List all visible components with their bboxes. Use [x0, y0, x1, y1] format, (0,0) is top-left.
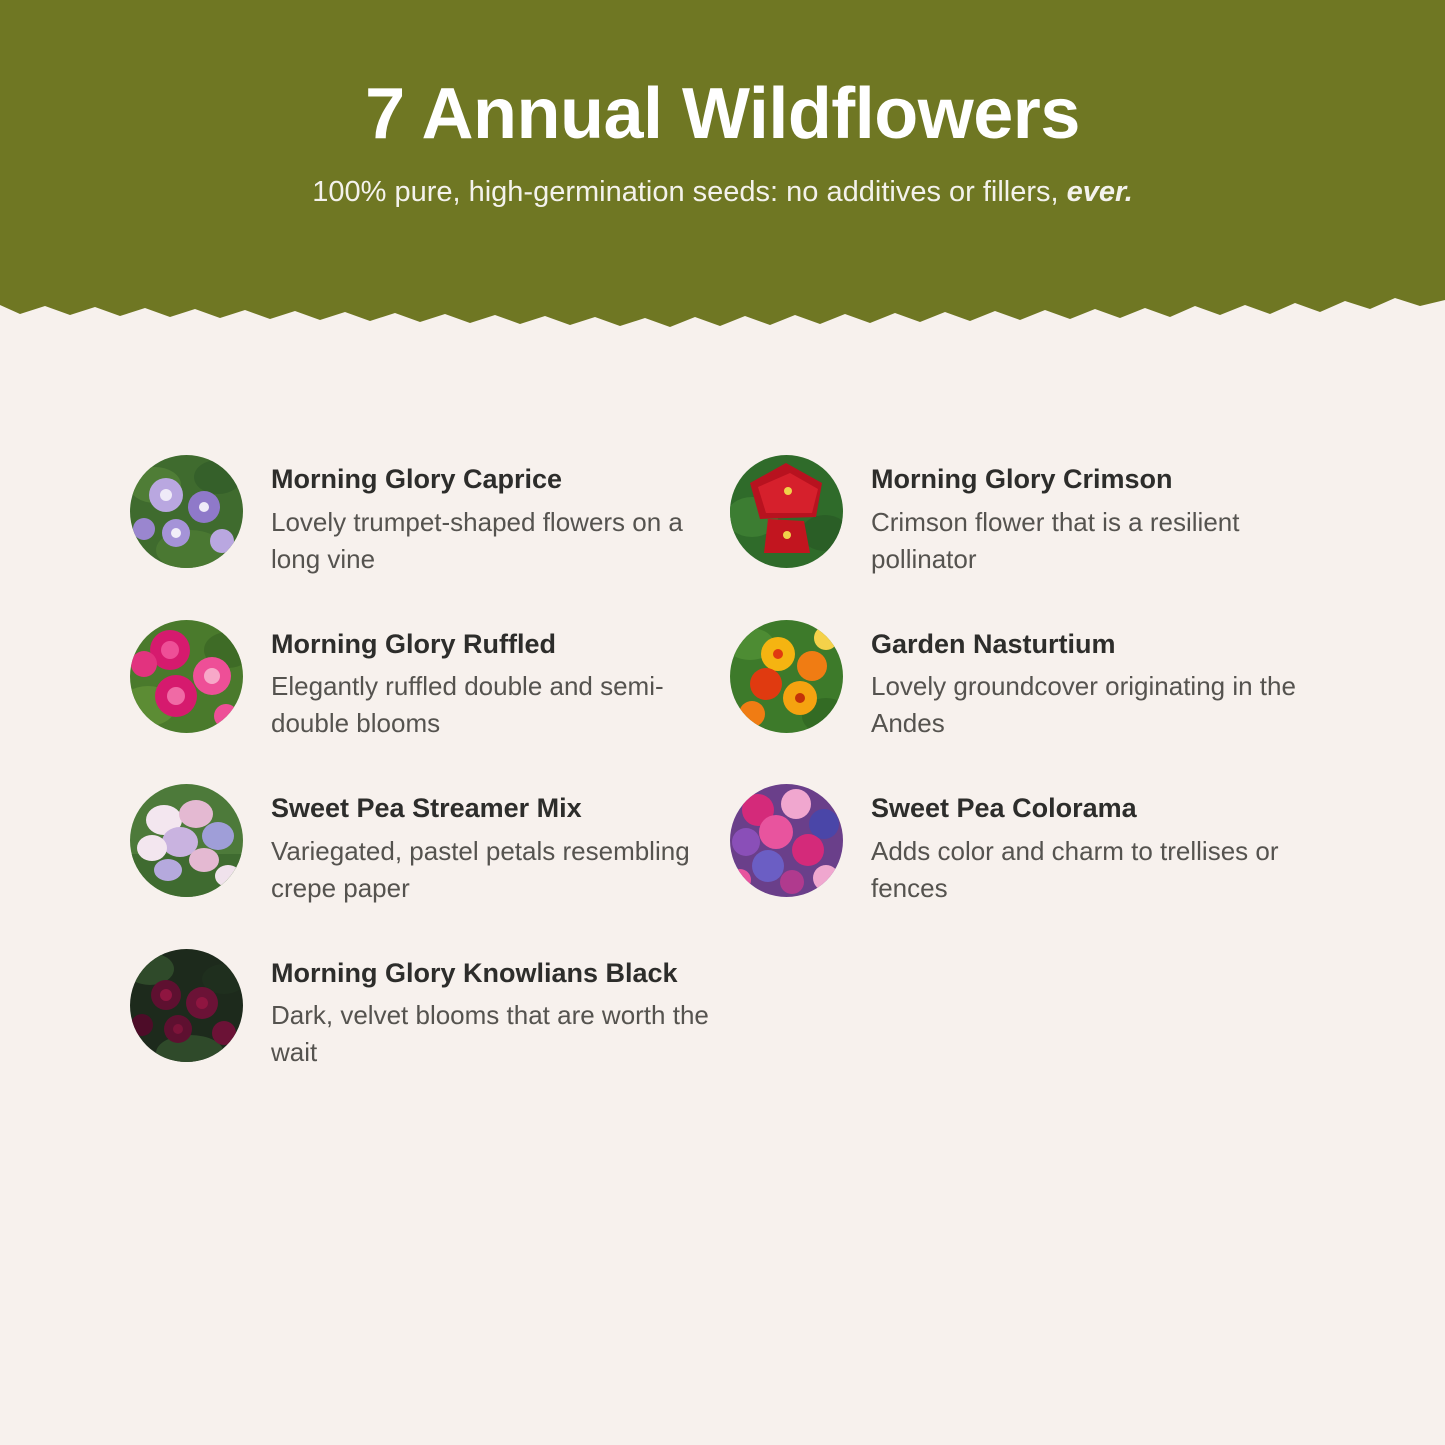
- list-row: [130, 784, 1330, 907]
- item-text-block: [843, 784, 1330, 907]
- list-row: [130, 455, 1330, 578]
- list-item-morning-glory-caprice: [130, 455, 730, 578]
- item-title: Morning Glory Knowlians Black: [271, 957, 678, 988]
- item-description: Crimson flower that is a resilient pollinator: [871, 506, 1240, 574]
- list-item-garden-nasturtium: [730, 620, 1330, 743]
- header-banner: [0, 0, 1445, 330]
- item-description: Lovely trumpet-shaped flowers on a long vine: [271, 506, 683, 574]
- flower-thumbnail-morning-glory-caprice: [130, 455, 243, 568]
- item-title: Garden Nasturtium: [871, 628, 1116, 659]
- subtitle-emphasis: ever.: [1066, 176, 1133, 208]
- item-description: Elegantly ruffled double and semi-double blooms: [271, 671, 664, 739]
- list-row: [130, 949, 1330, 1072]
- flower-thumbnail-sweet-pea-streamer-mix: [130, 784, 243, 897]
- list-item-morning-glory-crimson: [730, 455, 1330, 578]
- list-item-sweet-pea-streamer-mix: [130, 784, 730, 907]
- list-item-morning-glory-ruffled: [130, 620, 730, 743]
- item-title: Morning Glory Crimson: [871, 464, 1173, 494]
- list-item-sweet-pea-colorama: [730, 784, 1330, 907]
- page-subtitle: [0, 150, 1445, 209]
- item-title: Sweet Pea Streamer Mix: [271, 793, 582, 824]
- flower-thumbnail-morning-glory-crimson: [730, 455, 843, 568]
- header-text-block: [0, 0, 1445, 209]
- item-text-block: [243, 455, 730, 578]
- item-text-block: [243, 784, 730, 907]
- flower-thumbnail-morning-glory-ruffled: [130, 620, 243, 733]
- item-description: Variegated, pastel petals resembling crepe paper: [271, 835, 690, 903]
- item-title: Morning Glory Ruffled: [271, 628, 556, 659]
- item-text-block: [843, 455, 1330, 578]
- flower-thumbnail-sweet-pea-colorama: [730, 784, 843, 897]
- flower-thumbnail-morning-glory-knowlians-black: [130, 949, 243, 1062]
- item-description: Lovely groundcover originating in the Andes: [871, 671, 1296, 739]
- item-description: Adds color and charm to trellises or fences: [871, 835, 1279, 903]
- subtitle-text: 100% pure, high-germination seeds: no additives or fillers,: [312, 176, 1067, 208]
- item-title: Sweet Pea Colorama: [871, 793, 1137, 824]
- item-description: Dark, velvet blooms that are worth the wait: [271, 1000, 709, 1068]
- item-text-block: [843, 620, 1330, 743]
- flower-thumbnail-garden-nasturtium: [730, 620, 843, 733]
- page-title: 7 Annual Wildflowers: [365, 74, 1080, 154]
- item-title: Morning Glory Caprice: [271, 464, 563, 494]
- list-item-morning-glory-knowlians-black: [130, 949, 750, 1072]
- wildflower-list: [130, 455, 1330, 1113]
- item-text-block: [243, 949, 741, 1072]
- item-text-block: [243, 620, 730, 743]
- list-row: [130, 620, 1330, 743]
